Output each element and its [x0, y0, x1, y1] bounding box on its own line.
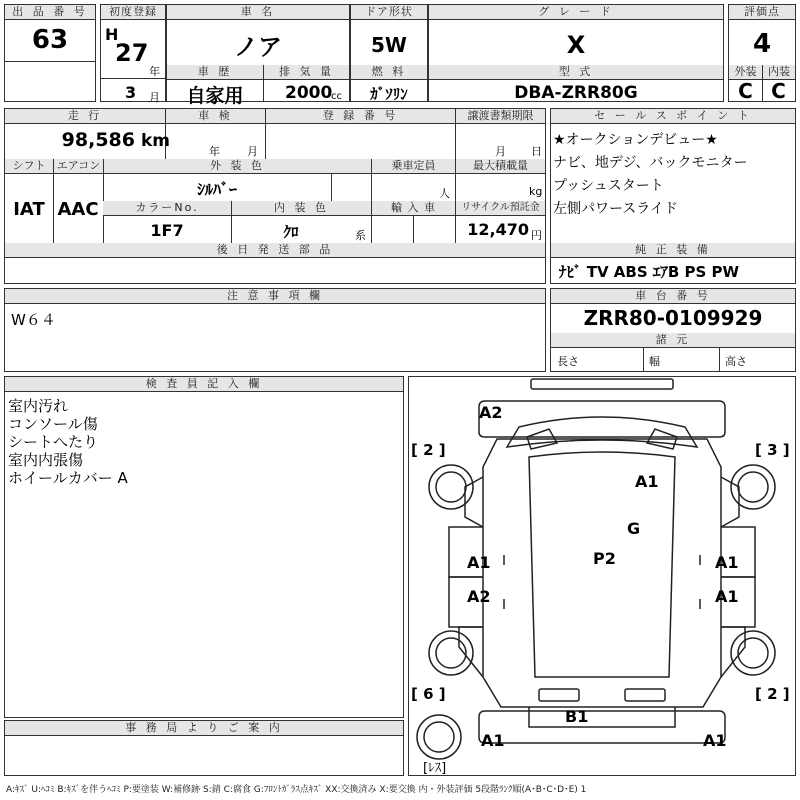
- sales-points-box: [550, 108, 796, 284]
- sales-point: プッシュスタート: [553, 178, 664, 194]
- sales-point: ★オークションデビュー★: [553, 132, 718, 148]
- recycle-unit: 円: [531, 229, 542, 242]
- mark-left-rear-door: A2: [467, 587, 491, 606]
- car-history: 自家用: [186, 85, 244, 107]
- score-box: [728, 4, 796, 102]
- transfer-day-unit: 日: [531, 145, 542, 158]
- shift-label: シフト: [5, 159, 53, 174]
- grade-label: グ レ ー ド: [429, 5, 723, 20]
- year-unit: 年: [149, 65, 160, 78]
- lot-label: 出 品 番 号: [5, 5, 95, 20]
- legend-line: A:ｷｽﾞ U:ﾍｺﾐ B:ｷｽﾞを伴うﾍｺﾐ P:要塗装 W:補修跡 S:錆 C:腐食 G:ﾌﾛﾝﾄｶﾞﾗｽ点ｷｽﾞ XX:交換済み X:要交換 内・外装評価 5段階ﾗﾝｸ順(A･B･C･D･E) 1: [6, 785, 587, 795]
- car-name-box: [166, 4, 350, 107]
- registration-label: 初度登録: [101, 5, 165, 20]
- regno-label: 登 録 番 号: [265, 109, 455, 124]
- history-label: 車 歴: [167, 65, 263, 80]
- tire-rear-right: [ 2 ]: [755, 685, 790, 703]
- mark-windshield: G: [627, 519, 641, 538]
- load-unit: kg: [529, 185, 543, 198]
- inspector-note: ホイールカバー A: [8, 469, 128, 487]
- engine-cc: 2000: [285, 83, 333, 103]
- equipment-label: 純 正 装 備: [551, 243, 795, 258]
- inspection-year-unit: 年: [209, 145, 220, 158]
- office-label: 事 務 局 よ り ご 案 内: [5, 721, 403, 736]
- mark-left-front-door: A1: [467, 553, 491, 572]
- mark-rear-gate: B1: [565, 707, 589, 726]
- interior-color-label: 内 装 色: [231, 201, 371, 216]
- color-number: 1F7: [150, 221, 184, 240]
- later-parts-label: 後 日 発 送 部 品: [5, 243, 545, 258]
- cc-unit: cc: [331, 91, 342, 102]
- exterior-label: 外装: [729, 65, 762, 80]
- lot-number: 63: [31, 25, 69, 55]
- cc-label: 排 気 量: [263, 65, 349, 80]
- sales-point: 左側パワースライド: [553, 201, 678, 217]
- registration-month: 3: [125, 83, 137, 102]
- lot-box: [4, 4, 96, 102]
- door-box: [350, 4, 428, 102]
- mark-rear-left: A1: [481, 731, 505, 750]
- registration-box: [100, 4, 166, 102]
- office-box: [4, 720, 404, 776]
- interior-label: 内装: [762, 65, 795, 80]
- overall-score: 4: [752, 29, 772, 59]
- height-label: 高さ: [725, 355, 747, 368]
- notes-label: 注 意 事 項 欄: [5, 289, 545, 304]
- mark-right-front-door: A1: [715, 553, 739, 572]
- era-letter: H: [105, 25, 119, 44]
- mark-roof: P2: [593, 549, 616, 568]
- specs-label: 諸 元: [551, 333, 795, 348]
- car-name-label: 車 名: [167, 5, 349, 20]
- model-label: 型 式: [429, 65, 723, 80]
- model-code: DBA-ZRR80G: [514, 83, 638, 103]
- notes-box: [4, 288, 546, 372]
- transfer-label: 譲渡書類期限: [455, 109, 545, 124]
- capacity-unit: 人: [439, 187, 450, 200]
- damage-diagram: [408, 376, 796, 776]
- inspector-box: [4, 376, 404, 718]
- mark-hood: A1: [635, 472, 659, 491]
- spare-tire-status: [ﾚｽ]: [423, 761, 447, 776]
- ac-label: エアコン: [53, 159, 103, 174]
- mark-rear-right: A1: [703, 731, 727, 750]
- interior-score: C: [771, 79, 786, 103]
- chassis-number: ZRR80-0109929: [583, 306, 763, 330]
- chassis-label: 車 台 番 号: [551, 289, 795, 304]
- mileage: 98,586: [61, 129, 135, 151]
- mileage-unit: km: [141, 131, 171, 151]
- load-label: 最大積載量: [455, 159, 545, 174]
- color-label: 外 装 色: [103, 159, 371, 174]
- length-label: 長さ: [557, 355, 579, 368]
- chassis-box: [550, 288, 796, 372]
- ac-type: AAC: [57, 199, 99, 220]
- inspector-note: 室内内張傷: [8, 451, 84, 469]
- sales-point: ナビ、地デジ、バックモニター: [553, 155, 748, 171]
- details-box: [4, 108, 546, 284]
- inspection-label: 車 検: [165, 109, 265, 124]
- equipment-list: ﾅﾋﾞ TV ABS ｴｱB PS PW: [559, 263, 740, 281]
- grade-box: [428, 4, 724, 102]
- tire-rear-left: [ 6 ]: [411, 685, 446, 703]
- inspector-note: コンソール傷: [8, 415, 98, 433]
- inspector-note: 室内汚れ: [8, 397, 69, 415]
- car-name: ノア: [234, 33, 282, 61]
- recycle-label: リサイクル預託金: [455, 201, 545, 216]
- exterior-color: ｼﾙﾊﾞｰ: [196, 180, 237, 199]
- car-outline-diagram: [409, 377, 795, 775]
- shift-type: IAT: [13, 199, 45, 220]
- score-label: 評価点: [729, 5, 795, 20]
- capacity-label: 乗車定員: [371, 159, 455, 174]
- mark-right-rear-door: A1: [715, 587, 739, 606]
- fuel-label: 燃 料: [351, 65, 427, 80]
- colorno-label: カラーNo.: [103, 201, 231, 216]
- inspection-month-unit: 月: [247, 145, 258, 158]
- registration-year: 27: [115, 39, 149, 67]
- inspector-label: 検 査 員 記 入 欄: [5, 377, 403, 392]
- interior-color: ｸﾛ: [283, 223, 299, 241]
- fuel-type: ｶﾞｿﾘﾝ: [370, 85, 408, 103]
- inspector-note: シートへたり: [8, 433, 99, 451]
- sales-points-label: セ ー ル ス ポ イ ン ト: [551, 109, 795, 124]
- door-label: ドア形状: [351, 5, 427, 20]
- mark-front-bumper: A2: [479, 403, 503, 422]
- tire-front-left: [ 2 ]: [411, 441, 446, 459]
- recycle-fee: 12,470: [467, 220, 529, 239]
- door-type: 5W: [371, 33, 407, 57]
- transfer-month-unit: 月: [495, 145, 506, 158]
- tire-front-right: [ 3 ]: [755, 441, 790, 459]
- notes-text: W６４: [11, 311, 56, 329]
- exterior-score: C: [738, 79, 753, 103]
- month-unit: 月: [149, 91, 160, 104]
- interior-color-unit: 系: [355, 229, 366, 242]
- import-label: 輸 入 車: [371, 201, 455, 216]
- width-label: 幅: [649, 355, 660, 368]
- mileage-label: 走 行: [5, 109, 165, 124]
- grade: X: [566, 31, 586, 59]
